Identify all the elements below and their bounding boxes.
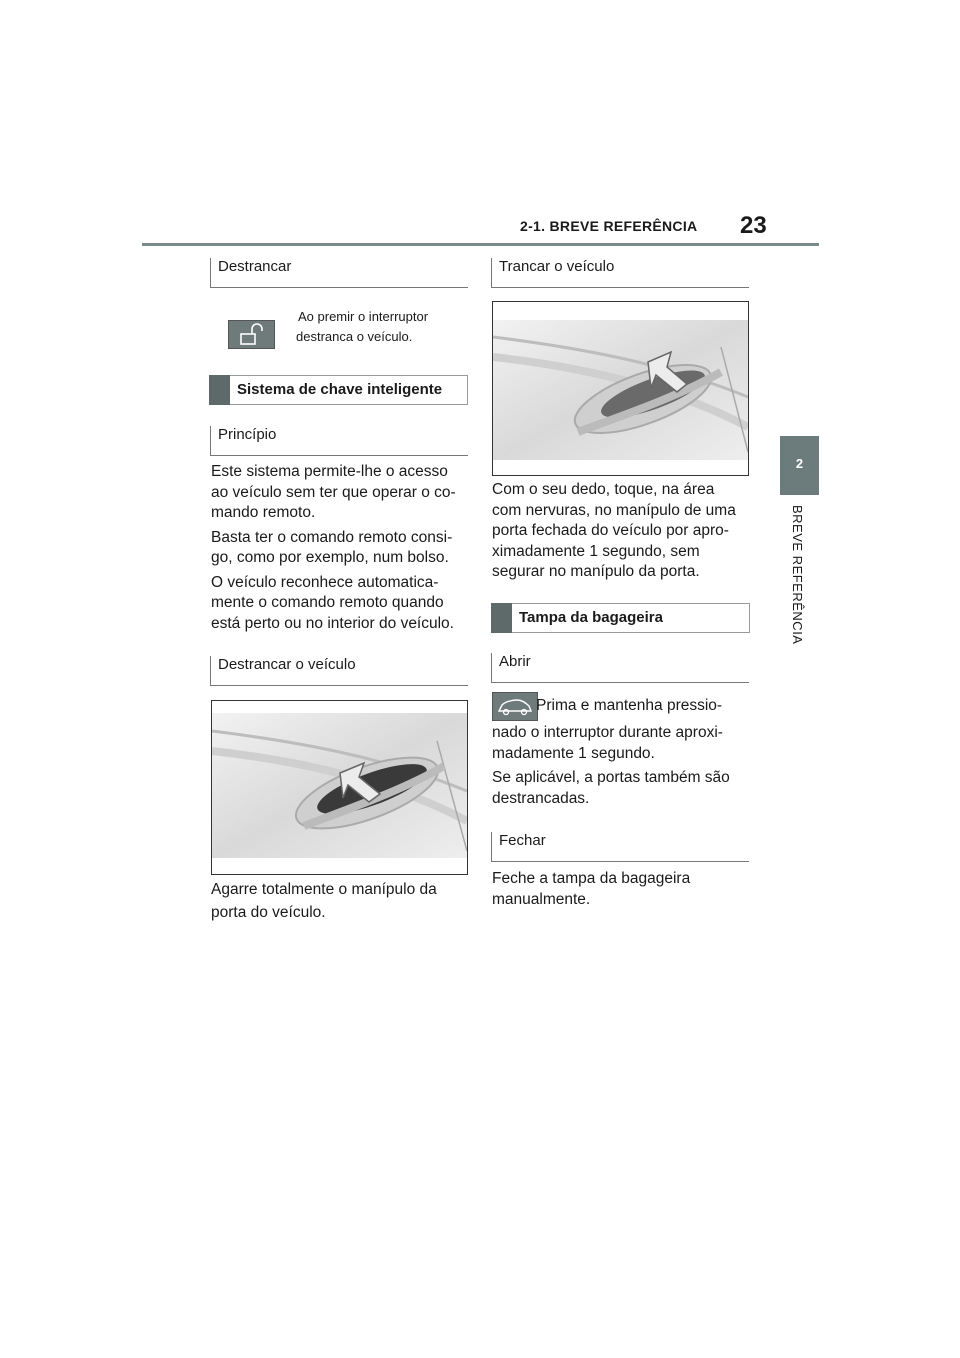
agarre-paragraph: Agarre totalmente o manípulo da porta do veículo.	[211, 881, 437, 921]
section-smart-key: Sistema de chave inteligente	[209, 375, 468, 405]
door-handle-grip-figure	[211, 700, 468, 875]
car-trunk-icon	[492, 692, 538, 721]
abrir-first-line: Prima e mantenha pressio-	[536, 697, 723, 714]
chapter-number: 2	[795, 456, 804, 471]
subheading-destrancar-veiculo: Destrancar o veículo	[210, 656, 468, 686]
subheading-abrir: Abrir	[491, 653, 749, 683]
subheading-trancar: Trancar o veículo	[491, 258, 749, 288]
section-tampa: Tampa da bagageira	[491, 603, 750, 633]
fechar-paragraph: Feche a tampa da bagageira manualmente.	[492, 870, 691, 908]
principio-paragraphs: Este sistema permite-lhe o acesso ao veículo sem ter que operar o co- mando remoto. Basta ter o comando remoto consi- go, como por exemplo, num bolso. O veículo reconhece automatica- mente o comando remoto quando está perto ou no interior do veículo.	[211, 463, 456, 632]
running-header: 2-1. BREVE REFERÊNCIA	[520, 218, 698, 234]
door-handle-touch-figure	[492, 301, 749, 476]
subheading-destrancar: Destrancar	[210, 258, 468, 288]
destrancar-text: Ao premir o interruptor destranca o veículo.	[296, 309, 429, 344]
chapter-label: BREVE REFERÊNCIA	[790, 505, 805, 645]
header-rule	[142, 243, 819, 246]
unlock-icon	[228, 320, 275, 349]
subheading-principio: Princípio	[210, 426, 468, 456]
subheading-fechar: Fechar	[491, 832, 749, 862]
abrir-paragraph: nado o interruptor durante aproxi- madamente 1 segundo. Se aplicável, a portas também são destrancadas.	[492, 724, 730, 807]
page-number: 23	[740, 212, 767, 239]
trancar-paragraph: Com o seu dedo, toque, na área com nervuras, no manípulo de uma porta fechada do veículo por apro- ximadamente 1 segundo, sem segurar no manípulo da porta.	[492, 481, 736, 580]
